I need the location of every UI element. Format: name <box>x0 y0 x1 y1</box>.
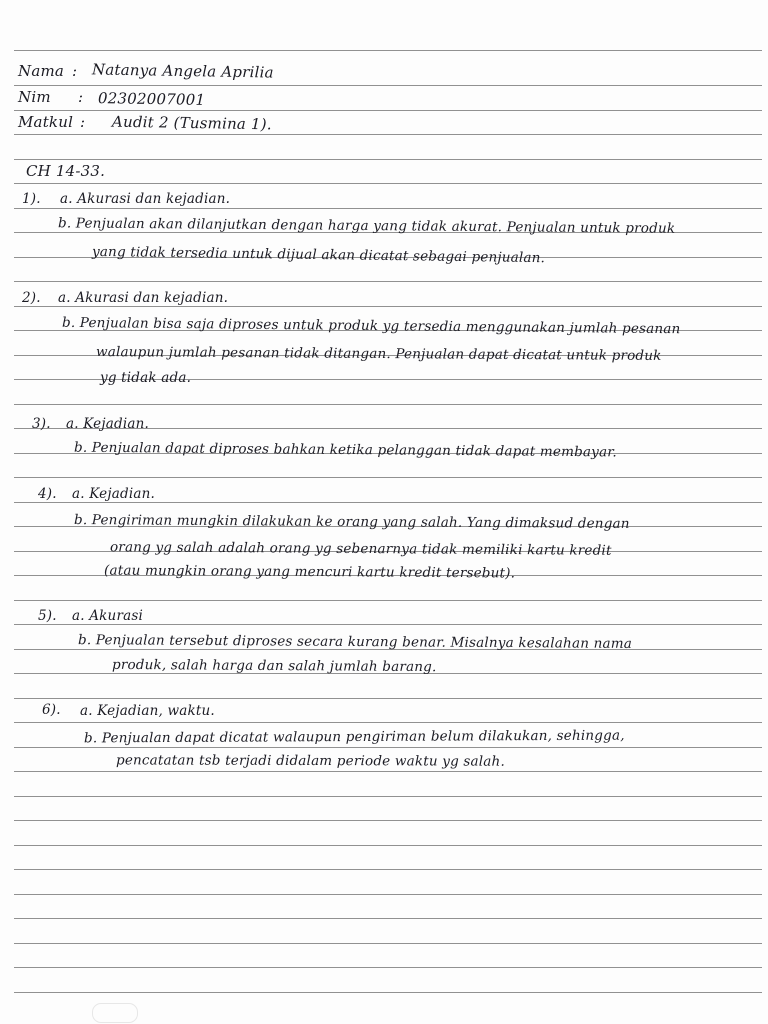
nama-separator: : <box>72 62 78 80</box>
answer-b-line: orang yg salah adalah orang yg sebenarnya tidak memiliki kartu kredit <box>109 539 612 559</box>
ruled-line <box>14 404 762 405</box>
matkul-label: Matkul <box>18 113 74 131</box>
answer-a: a. Akurasi dan kejadian. <box>58 290 229 306</box>
nim-value: 02302007001 <box>97 89 206 109</box>
answer-number: 1). <box>22 191 41 207</box>
answer-b-line: b. Penjualan tersebut diproses secara kurang benar. Misalnya kesalahan nama <box>77 632 633 652</box>
answer-b-line: b. Penjualan akan dilanjutkan dengan harga yang tidak akurat. Penjualan untuk produk <box>57 215 676 237</box>
ruled-line <box>14 110 762 111</box>
answer-number: 4). <box>38 486 57 502</box>
ruled-line <box>14 477 762 478</box>
matkul-separator: : <box>80 113 86 131</box>
nama-value: Natanya Angela Aprilia <box>91 60 274 82</box>
ruled-line <box>14 869 762 870</box>
faded-stamp <box>92 1003 138 1023</box>
ruled-line <box>14 85 762 86</box>
answer-number: 2). <box>22 290 41 306</box>
answer-b-line: (atau mungkin orang yang mencuri kartu kredit tersebut). <box>103 562 516 582</box>
ruled-line <box>14 894 762 895</box>
answer-b-line: walaupun jumlah pesanan tidak ditangan. Penjualan dapat dicatat untuk produk <box>95 344 662 364</box>
answer-b-line: produk, salah harga dan salah jumlah barang. <box>111 656 437 676</box>
ruled-line <box>14 624 762 625</box>
answer-b-line: yang tidak tersedia untuk dijual akan dicatat sebagai penjualan. <box>91 243 546 267</box>
answer-a: a. Kejadian. <box>72 486 155 502</box>
nama-label: Nama <box>18 62 65 80</box>
answer-number: 6). <box>42 702 61 718</box>
ruled-line <box>14 698 762 699</box>
answer-b-line: b. Penjualan bisa saja diproses untuk produk yg tersedia menggunakan jumlah pesanan <box>61 314 681 338</box>
answer-number: 5). <box>38 608 57 624</box>
ruled-line <box>14 747 762 748</box>
answer-b-line: yg tidak ada. <box>100 370 192 386</box>
ruled-line <box>14 306 762 307</box>
answer-b-line: b. Penjualan dapat diproses bahkan ketika pelanggan tidak dapat membayar. <box>73 439 618 461</box>
answer-number: 3). <box>32 416 51 432</box>
ruled-line <box>14 502 762 503</box>
ruled-line <box>14 722 762 723</box>
answer-a: a. Akurasi <box>72 608 144 624</box>
answer-a: a. Kejadian, waktu. <box>80 703 215 719</box>
ruled-line <box>14 820 762 821</box>
matkul-value: Audit 2 (Tusmina 1). <box>111 112 272 134</box>
ruled-line <box>14 943 762 944</box>
ruled-line <box>14 845 762 846</box>
ruled-line <box>14 918 762 919</box>
ruled-line <box>14 796 762 797</box>
nim-separator: : <box>78 88 84 106</box>
ruled-line <box>14 50 762 51</box>
nim-label: Nim <box>18 88 51 106</box>
answer-a: a. Akurasi dan kejadian. <box>60 191 231 207</box>
ruled-line <box>14 771 762 772</box>
answer-a: a. Kejadian. <box>66 416 149 432</box>
ruled-line <box>14 183 762 184</box>
ruled-line <box>14 967 762 968</box>
ruled-line <box>14 600 762 601</box>
ruled-line <box>14 992 762 993</box>
answer-b-line: b. Pengiriman mungkin dilakukan ke orang yang salah. Yang dimaksud dengan <box>73 512 630 532</box>
ruled-line <box>14 159 762 160</box>
ruled-line <box>14 281 762 282</box>
ruled-line <box>14 208 762 209</box>
answer-b-line: pencatatan tsb terjadi didalam periode waktu yg salah. <box>115 752 505 770</box>
answer-b-line: b. Penjualan dapat dicatat walaupun pengiriman belum dilakukan, sehingga, <box>83 727 625 747</box>
ruled-line <box>14 134 762 135</box>
chapter-heading: CH 14-33. <box>26 162 106 180</box>
